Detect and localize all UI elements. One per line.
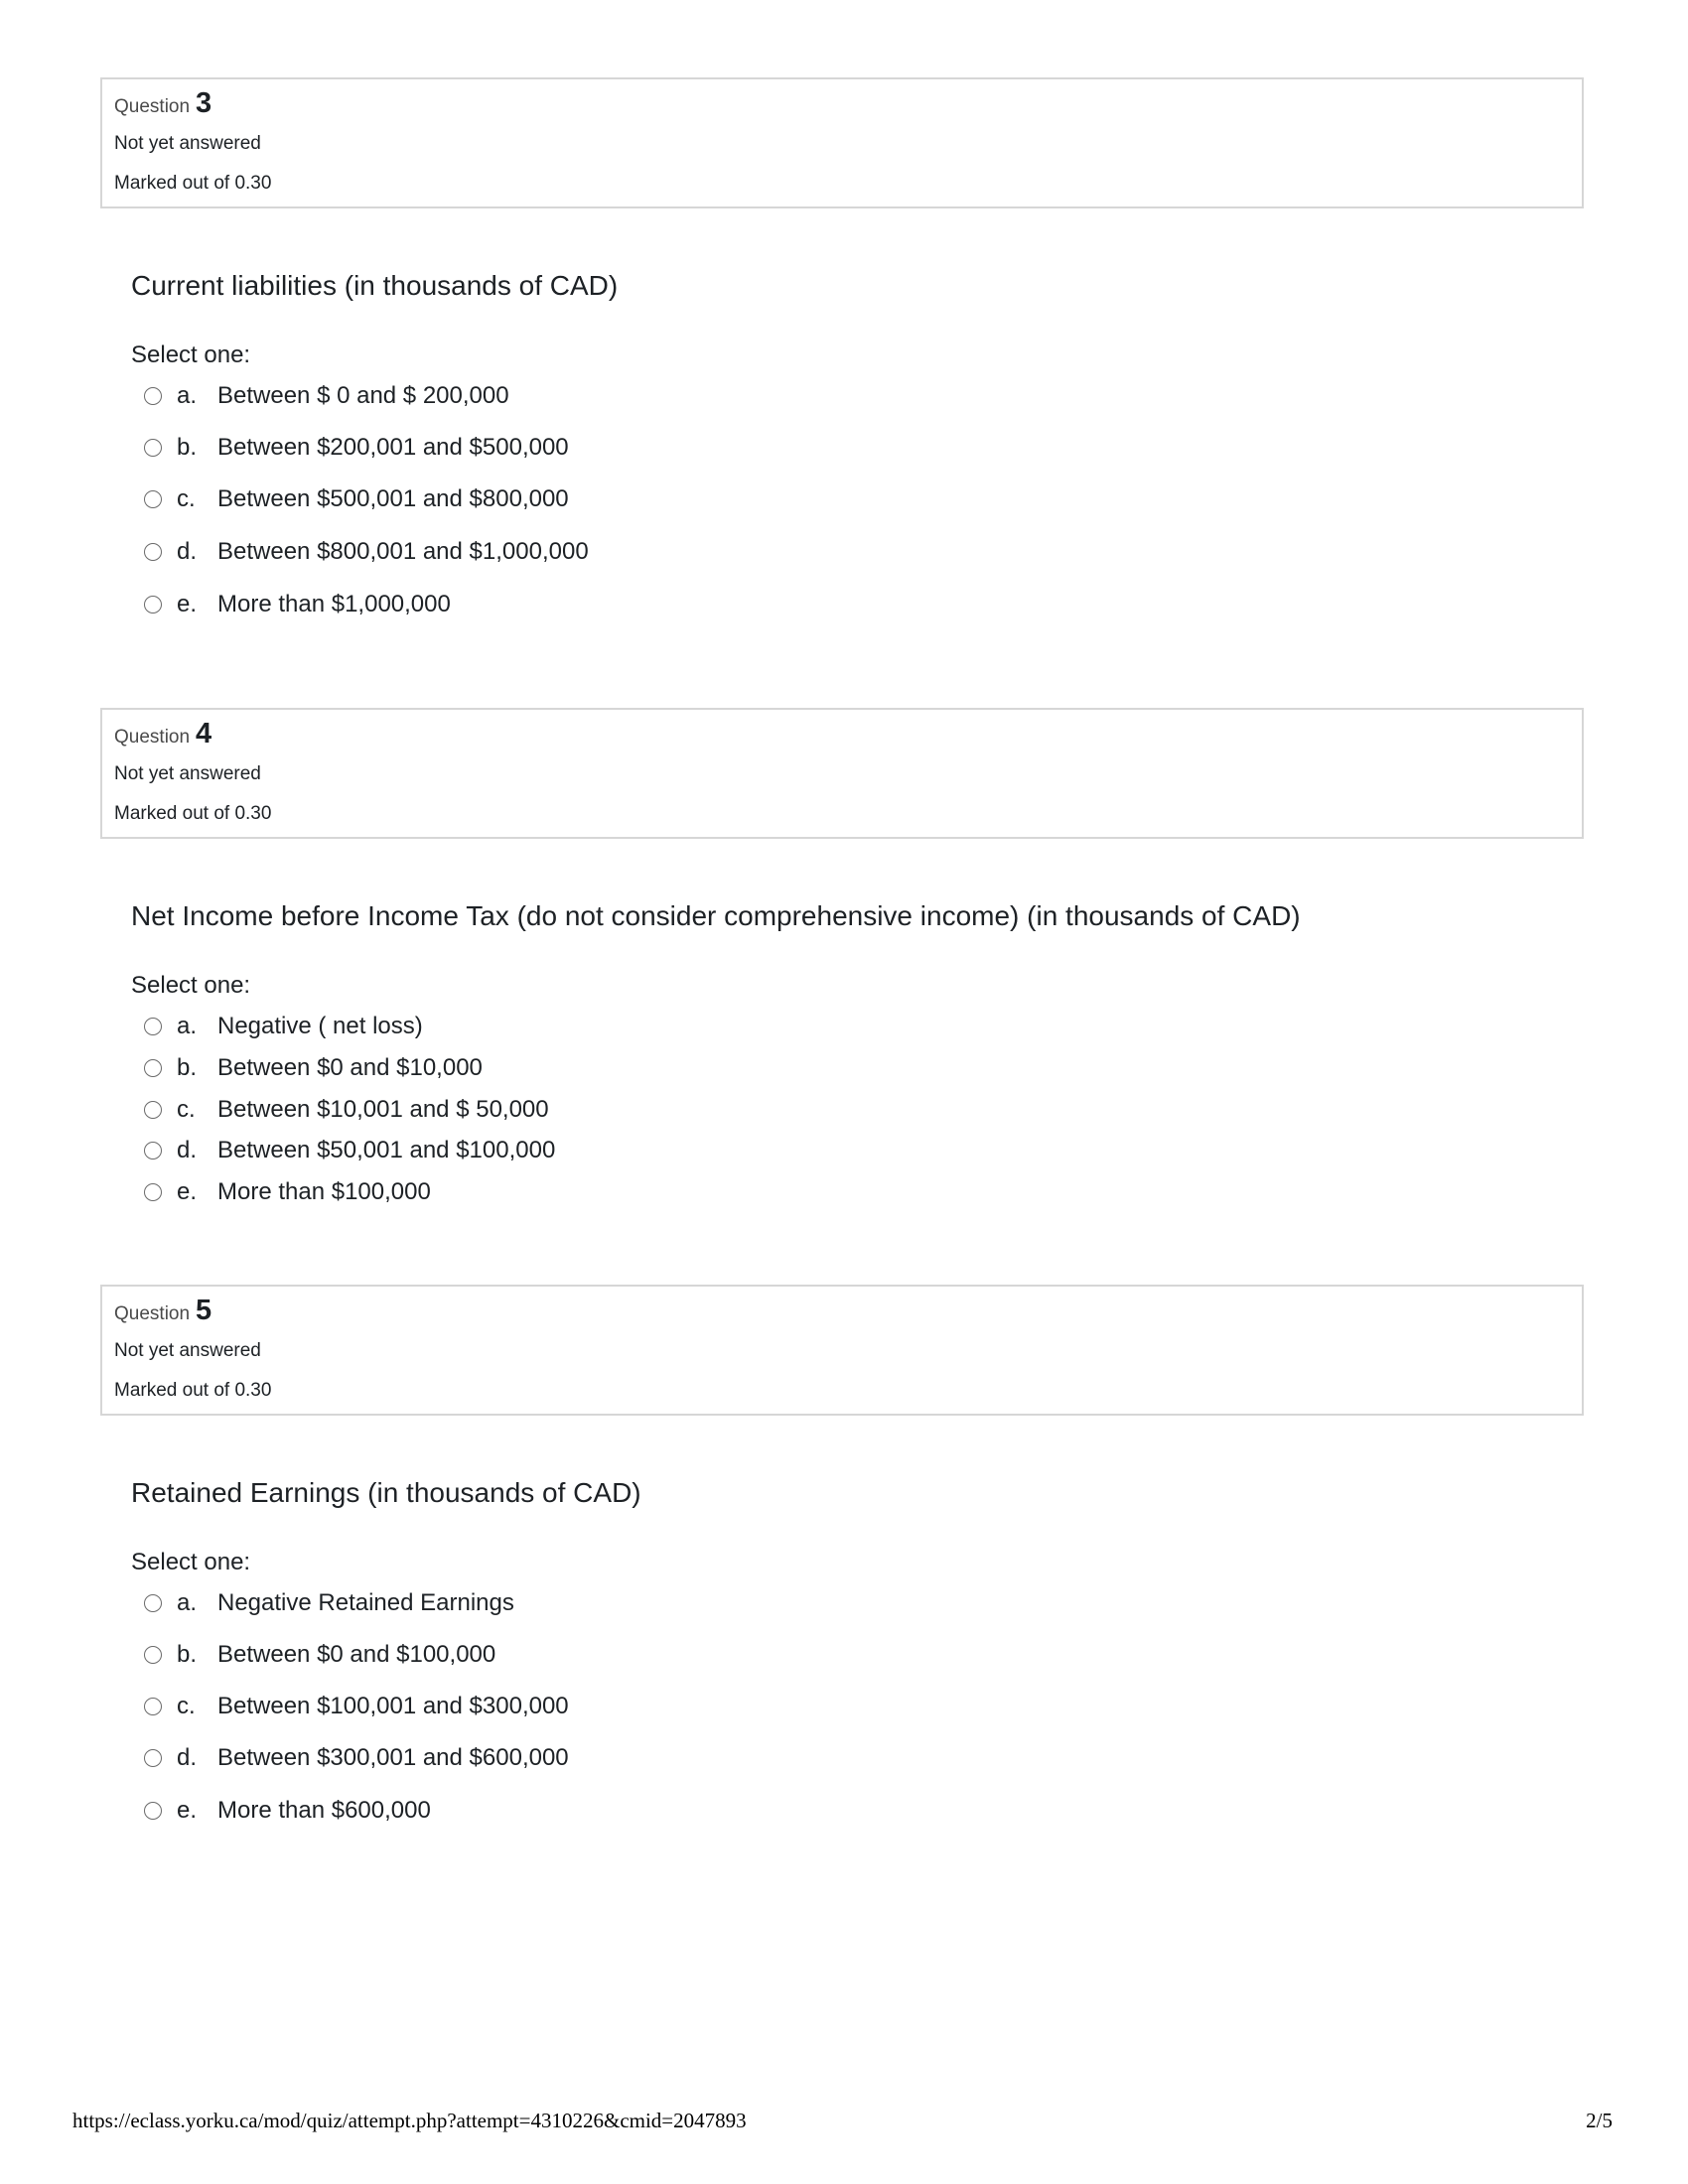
question-3-select-prompt: Select one: <box>131 341 251 368</box>
option-letter: a. <box>177 382 198 409</box>
question-5-info <box>100 1285 1584 1416</box>
question-5-option-b[interactable] <box>144 1639 495 1671</box>
option-label: Between $500,001 and $800,000 <box>217 485 569 512</box>
question-number: 3 <box>196 87 212 119</box>
question-label: Question <box>114 727 191 748</box>
option-label: Between $10,001 and $ 50,000 <box>217 1096 549 1123</box>
question-3-info <box>100 77 1584 208</box>
option-label: Between $800,001 and $1,000,000 <box>217 538 589 565</box>
option-letter: e. <box>177 591 198 617</box>
question-3-heading <box>114 87 211 120</box>
option-letter: d. <box>177 1744 198 1771</box>
question-5-option-e[interactable] <box>144 1795 431 1827</box>
question-4-option-b[interactable] <box>144 1052 483 1084</box>
question-grade: Marked out of 0.30 <box>114 1380 272 1401</box>
option-label: Between $ 0 and $ 200,000 <box>217 382 509 409</box>
question-4-info <box>100 708 1584 839</box>
question-grade: Marked out of 0.30 <box>114 803 272 824</box>
radio-button-icon[interactable] <box>144 1646 162 1664</box>
question-4-heading <box>114 718 211 751</box>
option-label: Between $200,001 and $500,000 <box>217 434 569 461</box>
option-label: Negative ( net loss) <box>217 1013 423 1039</box>
option-label: Between $50,001 and $100,000 <box>217 1137 556 1163</box>
question-state: Not yet answered <box>114 763 261 784</box>
radio-button-icon[interactable] <box>144 1183 162 1201</box>
question-state: Not yet answered <box>114 1340 261 1361</box>
question-4-option-e[interactable] <box>144 1176 431 1208</box>
question-grade: Marked out of 0.30 <box>114 173 272 194</box>
option-letter: b. <box>177 1054 198 1081</box>
radio-button-icon[interactable] <box>144 439 162 457</box>
option-letter: a. <box>177 1013 198 1039</box>
radio-button-icon[interactable] <box>144 387 162 405</box>
option-label: Negative Retained Earnings <box>217 1589 514 1616</box>
option-label: More than $600,000 <box>217 1797 431 1824</box>
question-label: Question <box>114 1303 191 1324</box>
option-label: More than $100,000 <box>217 1178 431 1205</box>
question-number: 4 <box>196 718 212 750</box>
question-5-heading <box>114 1295 211 1327</box>
radio-button-icon[interactable] <box>144 1802 162 1820</box>
option-letter: c. <box>177 1096 196 1123</box>
option-letter: c. <box>177 1693 196 1719</box>
question-3-option-e[interactable] <box>144 589 451 620</box>
question-3-text: Current liabilities (in thousands of CAD) <box>131 270 619 301</box>
question-3-option-c[interactable] <box>144 483 569 515</box>
question-5-select-prompt: Select one: <box>131 1549 251 1575</box>
radio-button-icon[interactable] <box>144 1018 162 1035</box>
option-letter: d. <box>177 538 198 565</box>
option-letter: e. <box>177 1797 198 1824</box>
radio-button-icon[interactable] <box>144 1142 162 1160</box>
option-letter: a. <box>177 1589 198 1616</box>
radio-button-icon[interactable] <box>144 490 162 508</box>
question-label: Question <box>114 96 191 117</box>
question-5-option-a[interactable] <box>144 1587 514 1619</box>
question-3-option-d[interactable] <box>144 536 589 568</box>
question-4-option-d[interactable] <box>144 1135 555 1166</box>
question-state: Not yet answered <box>114 133 261 154</box>
radio-button-icon[interactable] <box>144 1749 162 1767</box>
question-3-option-b[interactable] <box>144 432 569 464</box>
question-5-text: Retained Earnings (in thousands of CAD) <box>131 1477 641 1508</box>
option-letter: c. <box>177 485 196 512</box>
option-letter: b. <box>177 1641 198 1668</box>
question-number: 5 <box>196 1295 212 1326</box>
radio-button-icon[interactable] <box>144 1594 162 1612</box>
page-number: 2/5 <box>1586 2109 1613 2132</box>
option-letter: b. <box>177 434 198 461</box>
option-label: Between $0 and $10,000 <box>217 1054 483 1081</box>
option-letter: e. <box>177 1178 198 1205</box>
option-letter: d. <box>177 1137 198 1163</box>
option-label: More than $1,000,000 <box>217 591 451 617</box>
question-4-text: Net Income before Income Tax (do not consider comprehensive income) (in thousands of CAD) <box>131 900 1301 931</box>
question-3-option-a[interactable] <box>144 380 509 412</box>
question-5-option-c[interactable] <box>144 1691 569 1722</box>
option-label: Between $100,001 and $300,000 <box>217 1693 569 1719</box>
page-url: https://eclass.yorku.ca/mod/quiz/attempt.php?attempt=4310226&cmid=2047893 <box>72 2109 747 2132</box>
question-4-option-c[interactable] <box>144 1094 549 1126</box>
radio-button-icon[interactable] <box>144 543 162 561</box>
radio-button-icon[interactable] <box>144 596 162 614</box>
radio-button-icon[interactable] <box>144 1101 162 1119</box>
option-label: Between $300,001 and $600,000 <box>217 1744 569 1771</box>
question-4-select-prompt: Select one: <box>131 972 251 999</box>
option-label: Between $0 and $100,000 <box>217 1641 496 1668</box>
radio-button-icon[interactable] <box>144 1698 162 1715</box>
radio-button-icon[interactable] <box>144 1059 162 1077</box>
question-5-option-d[interactable] <box>144 1742 569 1774</box>
question-4-option-a[interactable] <box>144 1011 423 1042</box>
